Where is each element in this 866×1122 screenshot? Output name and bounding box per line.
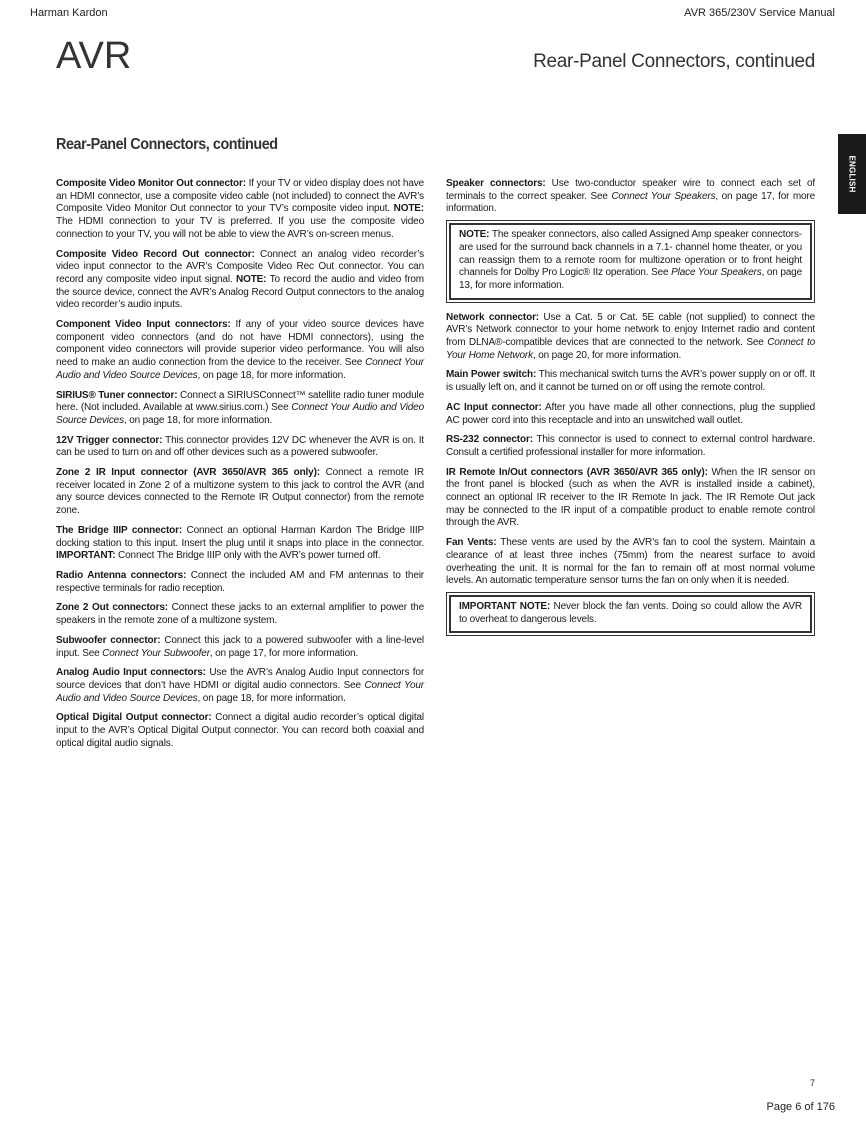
- paragraph-radio-antenna: [56, 570, 424, 595]
- paragraph-rs232: [446, 434, 815, 459]
- paragraph-text: , on page 17, for more information.: [209, 647, 359, 659]
- language-tab-label: ENGLISH: [847, 155, 857, 193]
- note-text: Never block the fan vents. Doing so could allow the AVR to overheat to dangerous levels.: [459, 600, 802, 625]
- paragraph-text: Use the AVR’s Analog Audio Input connectors for source devices that don’t have HDMI or digital audio connectors. See: [56, 667, 424, 691]
- note-label: IMPORTANT NOTE:: [459, 600, 551, 612]
- paragraph-text: If your TV or video display does not have an HDMI connector, use a composite video cable (not included) to connect the AVR’s Composite Video Monitor Out connector to your TV’s composite video input.: [56, 178, 424, 215]
- right-column: [446, 178, 815, 645]
- cross-reference: Connect Your Subwoofer: [102, 647, 210, 659]
- paragraph-sirius-tuner: [56, 390, 424, 428]
- paragraph-text: Connect an optional Harman Kardon The Bridge IIIP docking station to this input. Insert the plug until it snaps into place in the connector.: [56, 524, 424, 549]
- paragraph-label: Analog Audio Input connectors:: [56, 667, 206, 679]
- cross-reference: Connect Your Speakers: [611, 190, 716, 202]
- paragraph-optical-digital-output: [56, 712, 424, 750]
- note-label: NOTE:: [459, 229, 490, 241]
- cross-reference: Connect Your Audio and Video Source Devices: [56, 357, 424, 381]
- paragraph-label: AC Input connector:: [446, 401, 542, 413]
- paragraph-text: These vents are used by the AVR’s fan to cool the system. Maintain a clearance of at least three inches (75mm) from the nearest surface to avoid overheating the unit. It is normal for the fan to remain off at most normal volume levels. An automatic temperature sensor turns the fan on only when it is needed.: [446, 537, 815, 587]
- paragraph-composite-record-out: [56, 249, 424, 313]
- paragraph-label: IR Remote In/Out connectors (AVR 3650/AVR 365 only):: [446, 466, 708, 478]
- paragraph-text: Use a Cat. 5 or Cat. 5E cable (not supplied) to connect the AVR’s Network connector to your home network to enjoy Internet radio and content from DLNA®-compatible devices that are connected to the network. See: [446, 311, 816, 349]
- note-label: NOTE:: [236, 273, 267, 285]
- paragraph-text: , on page 20, for more information.: [532, 349, 682, 361]
- paragraph-text: If any of your video source devices have component video connectors (and do not have HDMI connectors), using the component video connectors will provide superior video performance. You will also need to make an audio connection from the device to the receiver. See: [56, 319, 424, 369]
- paragraph-text: Connect a remote IR receiver located in Zone 2 of a multizone system to this jack to control the AVR (and any source devices connected to the Remote IR Output connector) from the remote zone.: [56, 467, 424, 517]
- paragraph-label: RS-232 connector:: [446, 434, 533, 446]
- paragraph-ir-remote: [446, 467, 815, 531]
- paragraph-label: Main Power switch:: [446, 369, 537, 381]
- paragraph-speaker-connectors: [446, 178, 815, 216]
- paragraph-subwoofer: [56, 635, 424, 660]
- paragraph-network: [446, 312, 815, 363]
- language-tab: [838, 134, 866, 214]
- note-label: IMPORTANT:: [56, 550, 116, 562]
- paragraph-fan-vents: [446, 537, 815, 588]
- paragraph-label: Radio Antenna connectors:: [56, 569, 187, 581]
- paragraph-label: Optical Digital Output connector:: [56, 712, 212, 724]
- paragraph-text: Connect this jack to a powered subwoofer with a line-level input. See: [56, 634, 424, 659]
- note-text: , on page 13, for more information.: [459, 267, 802, 291]
- paragraph-zone2-out: [56, 602, 424, 627]
- cross-reference: Connect Your Audio and Video Source Devices: [56, 679, 424, 704]
- paragraph-text: This mechanical switch turns the AVR’s power supply on or off. It is usually left on, and it cannot be turned on or off using the remote control.: [446, 369, 816, 394]
- running-title: Rear-Panel Connectors, continued: [533, 51, 815, 72]
- paragraph-label: Fan Vents:: [446, 537, 497, 549]
- paragraph-label: Network connector:: [446, 311, 539, 323]
- note-text: The speaker connectors, also called Assigned Amp speaker connectors-are used for the surround back channels in a 7.1- channel home theater, or you can reassign them to a remote room for multizone operation or to front height channels for Dolby Pro Logic® IIz operation. See: [459, 229, 802, 279]
- paragraph-text: , on page 18, for more information.: [197, 369, 346, 381]
- paragraph-label: Composite Video Monitor Out connector:: [56, 178, 246, 189]
- paragraph-label: Component Video Input connectors:: [56, 319, 231, 331]
- paragraph-label: Composite Video Record Out connector:: [56, 248, 255, 260]
- paragraph-bridge-iiip: [56, 525, 424, 563]
- paragraph-text: Connect a digital audio recorder’s optical digital input to the AVR’s Optical Digital Output connector. You can record both coaxial and optical digital audio signals.: [56, 712, 424, 749]
- paragraph-text: When the IR sensor on the front panel is blocked (such as when the AVR is installed inside a cabinet), connect an optional IR receiver to the IR Remote In jack. The IR Remote Out jack may be connected to the IR input of a compatible product to enable remote control through the AVR.: [446, 466, 815, 529]
- paragraph-text: This connector provides 12V DC whenever the AVR is on. It can be used to turn on and off other devices such as a powered subwoofer.: [56, 434, 425, 459]
- paragraph-text: Connect the included AM and FM antennas to their respective terminals for radio reception.: [56, 569, 424, 594]
- paragraph-text: , on page 18, for more information.: [197, 692, 346, 704]
- paragraph-label: 12V Trigger connector:: [56, 434, 163, 446]
- paragraph-composite-monitor-out: [56, 178, 424, 242]
- paragraph-text: Connect a SIRIUSConnect™ satellite radio tuner module here. (Not included. Available at www.sirius.com.) See: [56, 389, 424, 414]
- paragraph-component-video-input: [56, 319, 424, 383]
- paragraph-ac-input: [446, 402, 815, 427]
- paragraph-12v-trigger: [56, 435, 424, 460]
- note-text: To record the audio and video from the source device, connect the AVR’s Analog Record Output connectors to the analog video recorder’s audio inputs.: [56, 273, 424, 311]
- header-brand: Harman Kardon: [30, 7, 108, 19]
- section-title: Rear-Panel Connectors, continued: [56, 136, 278, 153]
- paragraph-label: Speaker connectors:: [446, 178, 546, 189]
- cross-reference: Place Your Speakers: [671, 267, 762, 279]
- paragraph-text: Connect these jacks to an external amplifier to power the speakers in the remote zone of a multizone system.: [56, 602, 424, 627]
- paragraph-label: Zone 2 Out connectors:: [56, 602, 168, 614]
- paragraph-text: , on page 17, for more information.: [446, 190, 816, 215]
- header-manual-title: AVR 365/230V Service Manual: [684, 7, 835, 19]
- paragraph-label: The Bridge IIIP connector:: [56, 524, 183, 536]
- page-number: 7: [809, 1078, 815, 1088]
- note-box-fan-vents: [449, 595, 812, 633]
- note-text: Connect The Bridge IIIP only with the AVR’s power turned off.: [115, 550, 381, 562]
- note-box-speakers: [449, 223, 812, 300]
- note-label: NOTE:: [393, 203, 424, 215]
- paragraph-label: Subwoofer connector:: [56, 634, 161, 646]
- avr-logo: AVR: [56, 35, 132, 77]
- note-text: The HDMI connection to your TV is preferred. If you use the composite video connection to your TV, you will not be able to view the AVR’s on-screen menus.: [56, 216, 424, 240]
- paragraph-main-power: [446, 369, 815, 394]
- paragraph-zone2-ir-input: [56, 467, 424, 518]
- paragraph-text: After you have made all other connections, plug the supplied AC power cord into this receptacle and into an unswitched wall outlet.: [446, 401, 815, 426]
- cross-reference: Connect to Your Home Network: [446, 337, 815, 361]
- paragraph-analog-audio-input: [56, 667, 424, 705]
- paragraph-text: , on page 18, for more information.: [123, 414, 273, 426]
- paragraph-label: SIRIUS® Tuner connector:: [56, 389, 178, 401]
- paragraph-label: Zone 2 IR Input connector (AVR 3650/AVR 365 only):: [56, 467, 320, 479]
- cross-reference: Connect Your Audio and Video Source Devices: [56, 402, 424, 426]
- paragraph-text: Connect an analog video recorder’s video input connector to the AVR’s Composite Video Rec Out connector. You can record any composite video input signal.: [56, 248, 424, 285]
- paragraph-text: This connector is used to connect to external control hardware. Consult a certified professional installer for more information.: [446, 434, 815, 458]
- paragraph-text: Use two-conductor speaker wire to connect each set of terminals to the correct speaker. See: [446, 178, 816, 202]
- left-column: [56, 178, 424, 757]
- page-counter: Page 6 of 176: [766, 1101, 835, 1113]
